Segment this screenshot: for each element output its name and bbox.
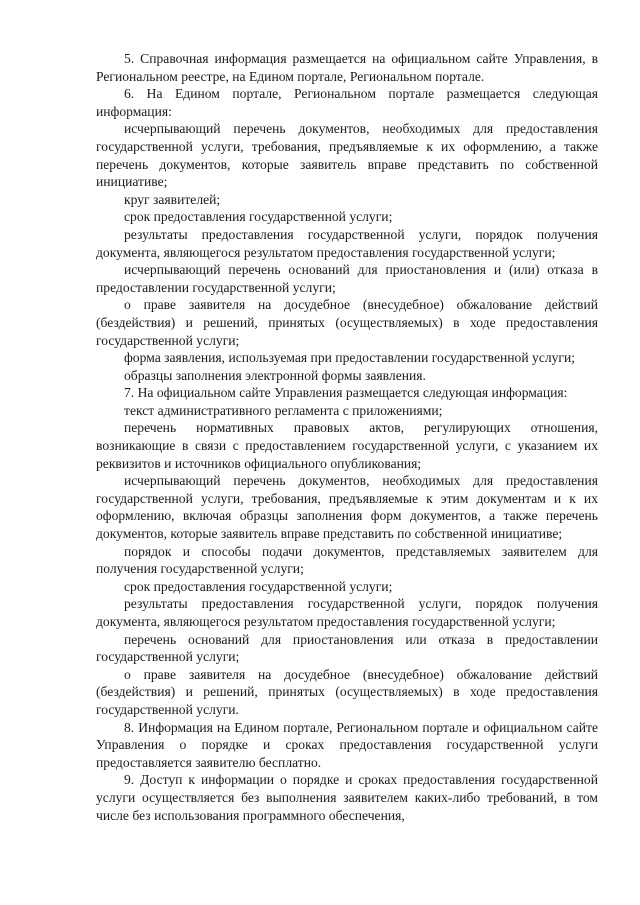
- paragraph: 8. Информация на Едином портале, Региональном портале и официальном сайте Управления о порядке и сроках предоставления государственной услуги предоставляется заявителю бесплатно.: [96, 719, 598, 770]
- paragraph: о праве заявителя на досудебное (внесудебное) обжалование действий (бездействия) и решений, принятых (осуществляемых) в ходе предоставления государственной услуги.: [96, 666, 598, 717]
- paragraph: срок предоставления государственной услуги;: [124, 209, 393, 225]
- paragraph: перечень нормативных правовых актов, регулирующих отношения, возникающие в связи с предоставлением государственной услуги, с указанием их реквизитов и источников официального опубликования;: [96, 420, 598, 471]
- paragraph: о праве заявителя на досудебное (внесудебное) обжалование действий (бездействия) и решений, принятых (осуществляемых) в ходе предоставления государственной услуги;: [96, 297, 598, 348]
- paragraph: 5. Справочная информация размещается на официальном сайте Управления, в Региональном реестре, на Едином портале, Региональном портале.: [96, 51, 598, 84]
- paragraph: 7. На официальном сайте Управления размещается следующая информация:: [124, 385, 568, 401]
- paragraph: перечень оснований для приостановления или отказа в предоставлении государственной услуги;: [96, 631, 598, 665]
- paragraph: круг заявителей;: [124, 191, 221, 207]
- paragraph: результаты предоставления государственной услуги, порядок получения документа, являющегося результатом предоставления государственной услуги;: [96, 596, 598, 629]
- paragraph: исчерпывающий перечень документов, необходимых для предоставления государственной услуги, требования, предъявляемые к их оформлению, а также перечень документов, которые заявитель вправе представить по собственной инициативе;: [96, 121, 598, 190]
- paragraph: 6. На Едином портале, Региональном портале размещается следующая информация:: [96, 86, 598, 119]
- paragraph: исчерпывающий перечень документов, необходимых для предоставления государственной услуги, требования, предъявляемые к этим документам и к их оформлению, включая образцы заполнения форм документов, а также перечень документов, которые заявитель вправе представить по собственной инициативе;: [96, 473, 598, 542]
- paragraph: результаты предоставления государственной услуги, порядок получения документа, являющегося результатом предоставления государственной услуги;: [96, 226, 598, 260]
- document-page: [96, 50, 598, 824]
- paragraph: образцы заполнения электронной формы заявления.: [124, 367, 426, 383]
- paragraph: порядок и способы подачи документов, представляемых заявителем для получения государственной услуги;: [96, 543, 598, 577]
- paragraph: исчерпывающий перечень оснований для приостановления и (или) отказа в предоставлении государственной услуги;: [96, 262, 598, 295]
- paragraph: текст административного регламента с приложениями;: [124, 402, 443, 418]
- paragraph: 9. Доступ к информации о порядке и сроках предоставления государственной услуги осуществляется без выполнения заявителем каких-либо требований, в том числе без использования программного обеспечения,: [96, 772, 598, 823]
- paragraph: срок предоставления государственной услуги;: [124, 578, 393, 594]
- paragraph: форма заявления, используемая при предоставлении государственной услуги;: [124, 350, 576, 366]
